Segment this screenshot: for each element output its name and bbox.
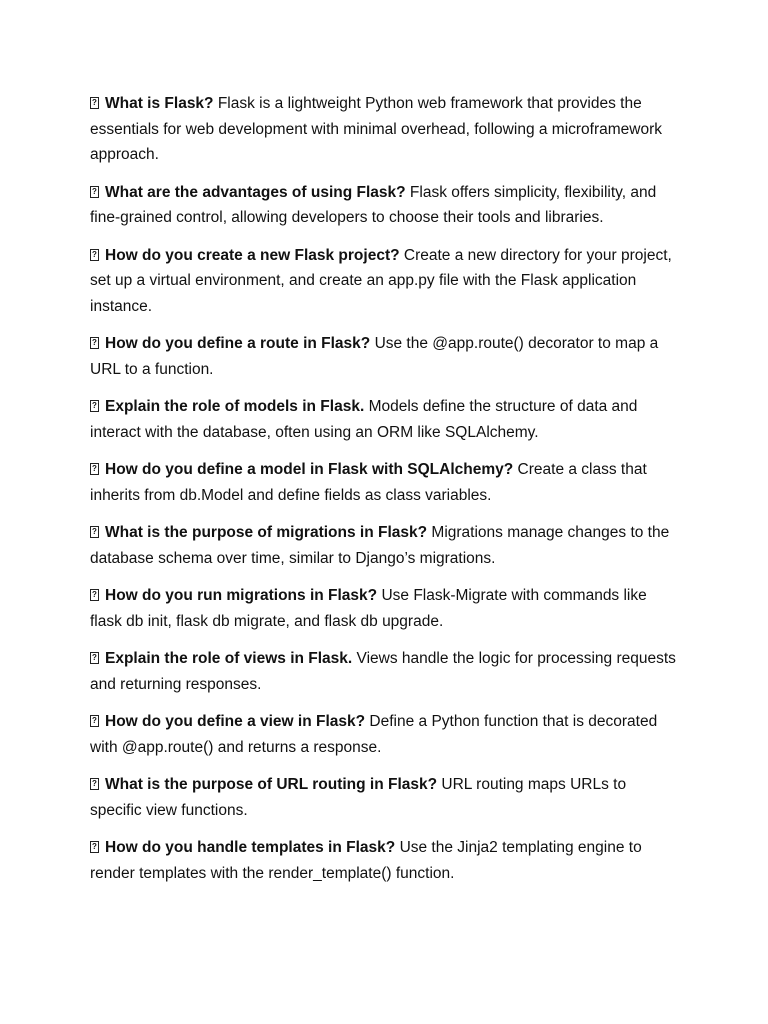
question: How do you define a view in Flask? [105,713,366,730]
answer: Create a class that inherits from db.Model and define fields as class variables. [90,461,647,504]
answer: Define a Python function that is decorated with @app.route() and returns a response. [90,713,658,756]
missing-glyph-icon [90,97,99,109]
answer: Create a new directory for your project, set up a virtual environment, and create an app.py file with the Flask application instance. [90,246,672,315]
answer: Migrations manage changes to the database schema over time, similar to Django’s migrations. [90,524,670,567]
missing-glyph-icon [90,778,99,790]
answer: Flask is a lightweight Python web framework that provides the essentials for web development with minimal overhead, following a microframework approach. [90,95,663,163]
qa-item [90,243,680,320]
missing-glyph-icon [90,463,99,475]
question: How do you run migrations in Flask? [105,587,378,604]
question: What is the purpose of URL routing in Flask? [105,776,438,793]
question: How do you create a new Flask project? [105,246,400,264]
question: What is the purpose of migrations in Flask? [105,524,428,541]
answer: URL routing maps URLs to specific view functions. [90,776,627,819]
question: Explain the role of models in Flask. [105,398,365,415]
qa-item [90,394,680,445]
document-page [90,91,680,898]
answer: Flask offers simplicity, flexibility, and fine-grained control, allowing developers to choose their tools and libraries. [90,183,657,226]
answer: Use the Jinja2 templating engine to render templates with the render_template() function. [90,839,642,882]
qa-item [90,180,680,231]
missing-glyph-icon [90,589,99,601]
missing-glyph-icon [90,337,99,349]
qa-item [90,835,680,886]
question: How do you define a model in Flask with SQLAlchemy? [105,461,514,478]
missing-glyph-icon [90,715,99,727]
qa-item [90,331,680,382]
answer: Use the @app.route() decorator to map a URL to a function. [90,335,659,378]
missing-glyph-icon [90,841,99,853]
missing-glyph-icon [90,400,99,412]
answer: Views handle the logic for processing requests and returning responses. [90,650,676,693]
qa-item [90,583,680,634]
qa-item [90,646,680,697]
answer: Models define the structure of data and interact with the database, often using an ORM like SQLAlchemy. [90,398,638,441]
missing-glyph-icon [90,652,99,664]
qa-item [90,709,680,760]
question: How do you define a route in Flask? [105,335,371,352]
qa-item [90,772,680,823]
question: What are the advantages of using Flask? [105,183,406,201]
question: Explain the role of views in Flask. [105,650,353,667]
qa-item [90,457,680,508]
missing-glyph-icon [90,249,99,261]
question: How do you handle templates in Flask? [105,839,396,856]
qa-item [90,91,680,168]
missing-glyph-icon [90,186,99,198]
missing-glyph-icon [90,526,99,538]
answer: Use Flask-Migrate with commands like flask db init, flask db migrate, and flask db upgrade. [90,587,647,630]
qa-item [90,520,680,571]
question: What is Flask? [105,95,214,112]
